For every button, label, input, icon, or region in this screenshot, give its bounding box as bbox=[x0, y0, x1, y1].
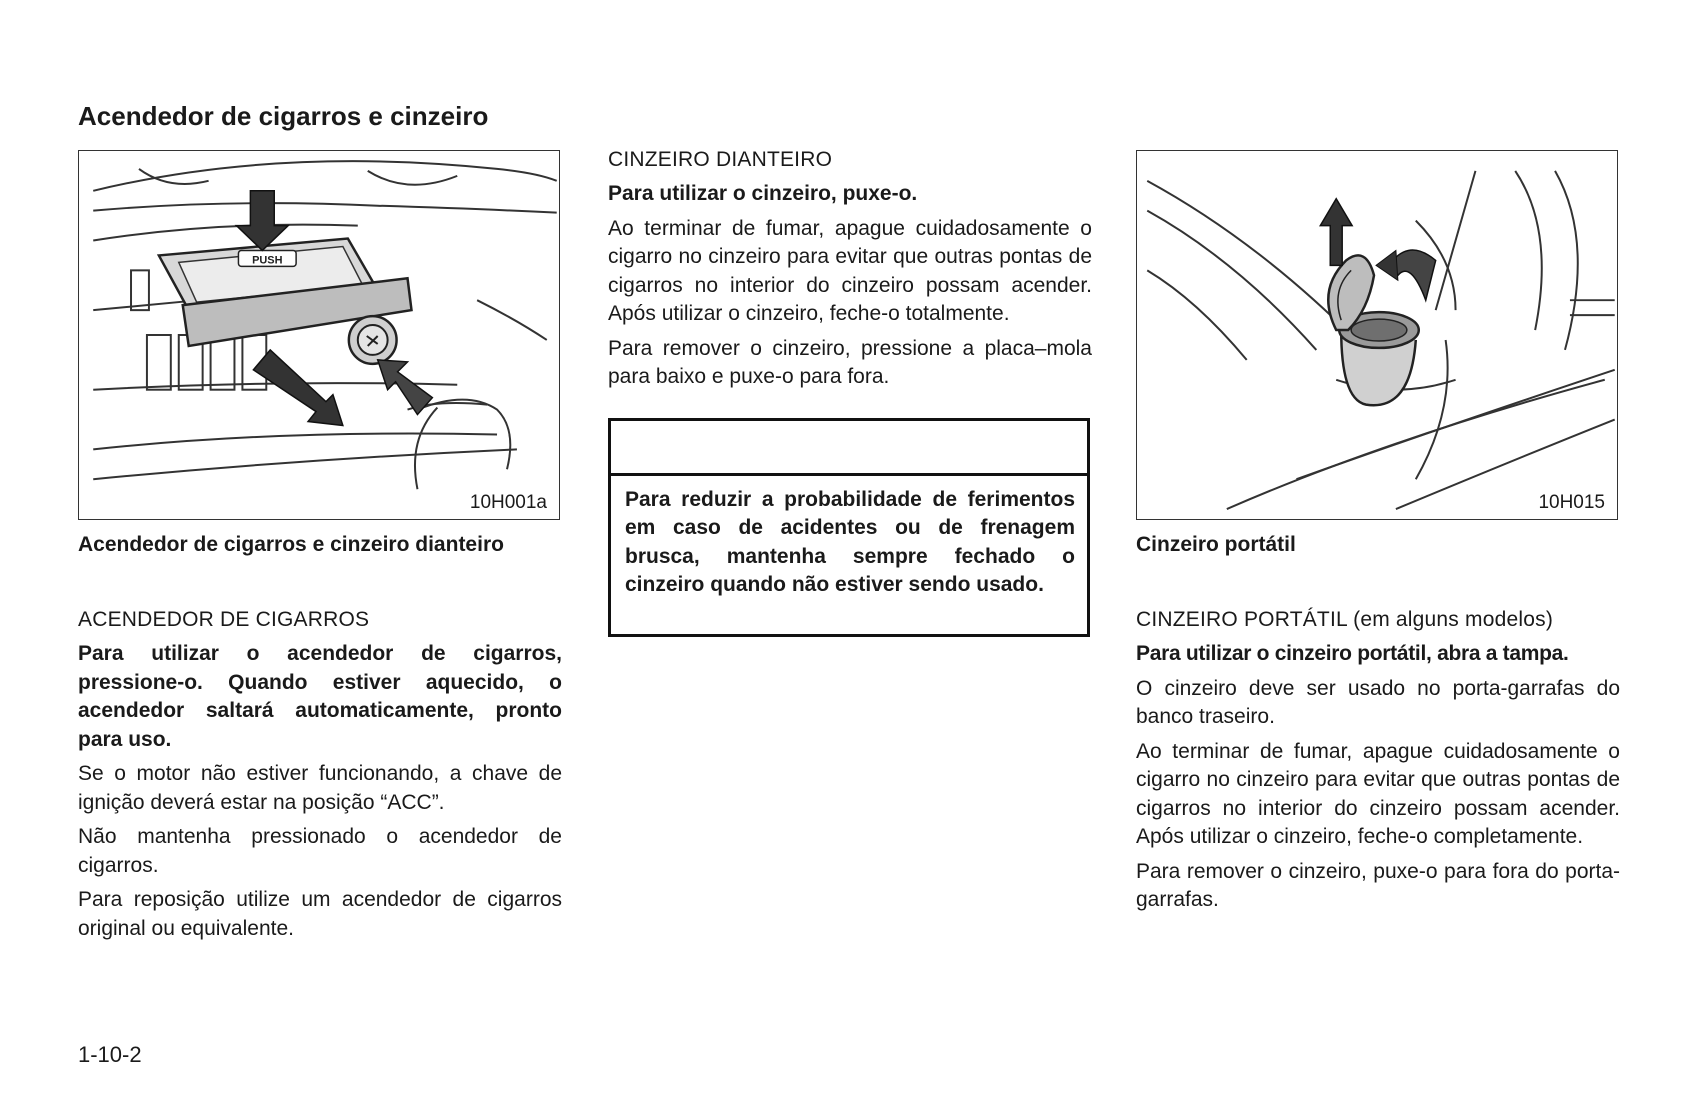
warning-text: Para reduzir a probabilidade de ferimentos em caso de acidentes ou de frenagem brusca, mantenha sempre fechado o cinzeiro quando não estiver sendo usado. bbox=[625, 487, 1075, 596]
portable-ashtray-figure bbox=[1136, 150, 1618, 520]
figure-caption: Acendedor de cigarros e cinzeiro dianteiro bbox=[78, 533, 504, 556]
section-title: Acendedor de cigarros e cinzeiro bbox=[78, 101, 489, 131]
middle-column bbox=[608, 150, 1092, 637]
paragraph: Para remover o cinzeiro, puxe-o para fora do porta-garrafas. bbox=[1136, 859, 1620, 911]
figure-caption: Cinzeiro portátil bbox=[1136, 533, 1296, 556]
page-number: 1-10-2 bbox=[78, 1042, 142, 1067]
lighter-heading: ACENDEDOR DE CIGARROS bbox=[78, 608, 370, 631]
right-column bbox=[1136, 150, 1620, 915]
portable-ashtray-illustration bbox=[1137, 151, 1617, 519]
figure-code: 10H001a bbox=[469, 492, 547, 513]
front-ashtray-instruction: Para utilizar o cinzeiro, puxe-o. bbox=[608, 182, 918, 205]
front-ashtray-illustration bbox=[79, 151, 559, 519]
lighter-instruction: Para utilizar o acendedor de cigarros, pressione-o. Quando estiver aquecido, o acendedor saltará automaticamente, pronto para uso. bbox=[78, 642, 562, 751]
push-label: PUSH bbox=[252, 254, 283, 267]
paragraph: Ao terminar de fumar, apague cuidadosamente o cigarro no cinzeiro para evitar que outras pontas de cigarros no interior do cinzeiro possam acender. Após utilizar o cinzeiro, feche-o completamente. bbox=[1136, 739, 1620, 848]
paragraph: O cinzeiro deve ser usado no porta-garrafas do banco traseiro. bbox=[1136, 676, 1620, 728]
portable-ashtray-instruction: Para utilizar o cinzeiro portátil, abra a tampa. bbox=[1136, 642, 1569, 665]
portable-ashtray-heading: CINZEIRO PORTÁTIL (em alguns modelos) bbox=[1136, 608, 1554, 631]
left-column bbox=[78, 150, 562, 943]
paragraph: Ao terminar de fumar, apague cuidadosamente o cigarro no cinzeiro para evitar que outras pontas de cigarros no interior do cinzeiro possam acender. Após utilizar o cinzeiro, feche-o totalmente. bbox=[608, 216, 1092, 325]
paragraph: Para remover o cinzeiro, pressione a placa–mola para baixo e puxe-o para fora. bbox=[608, 336, 1092, 388]
front-ashtray-heading: CINZEIRO DIANTEIRO bbox=[608, 148, 833, 171]
paragraph: Para reposição utilize um acendedor de cigarros original ou equivalente. bbox=[78, 888, 562, 940]
paragraph: Se o motor não estiver funcionando, a chave de ignição deverá estar na posição “ACC”. bbox=[78, 762, 562, 814]
paragraph: Não mantenha pressionado o acendedor de cigarros. bbox=[78, 825, 562, 877]
warning-header bbox=[611, 421, 1087, 476]
warning-box bbox=[608, 418, 1090, 637]
lighter-ashtray-figure bbox=[78, 150, 560, 520]
figure-code: 10H015 bbox=[1538, 492, 1605, 513]
